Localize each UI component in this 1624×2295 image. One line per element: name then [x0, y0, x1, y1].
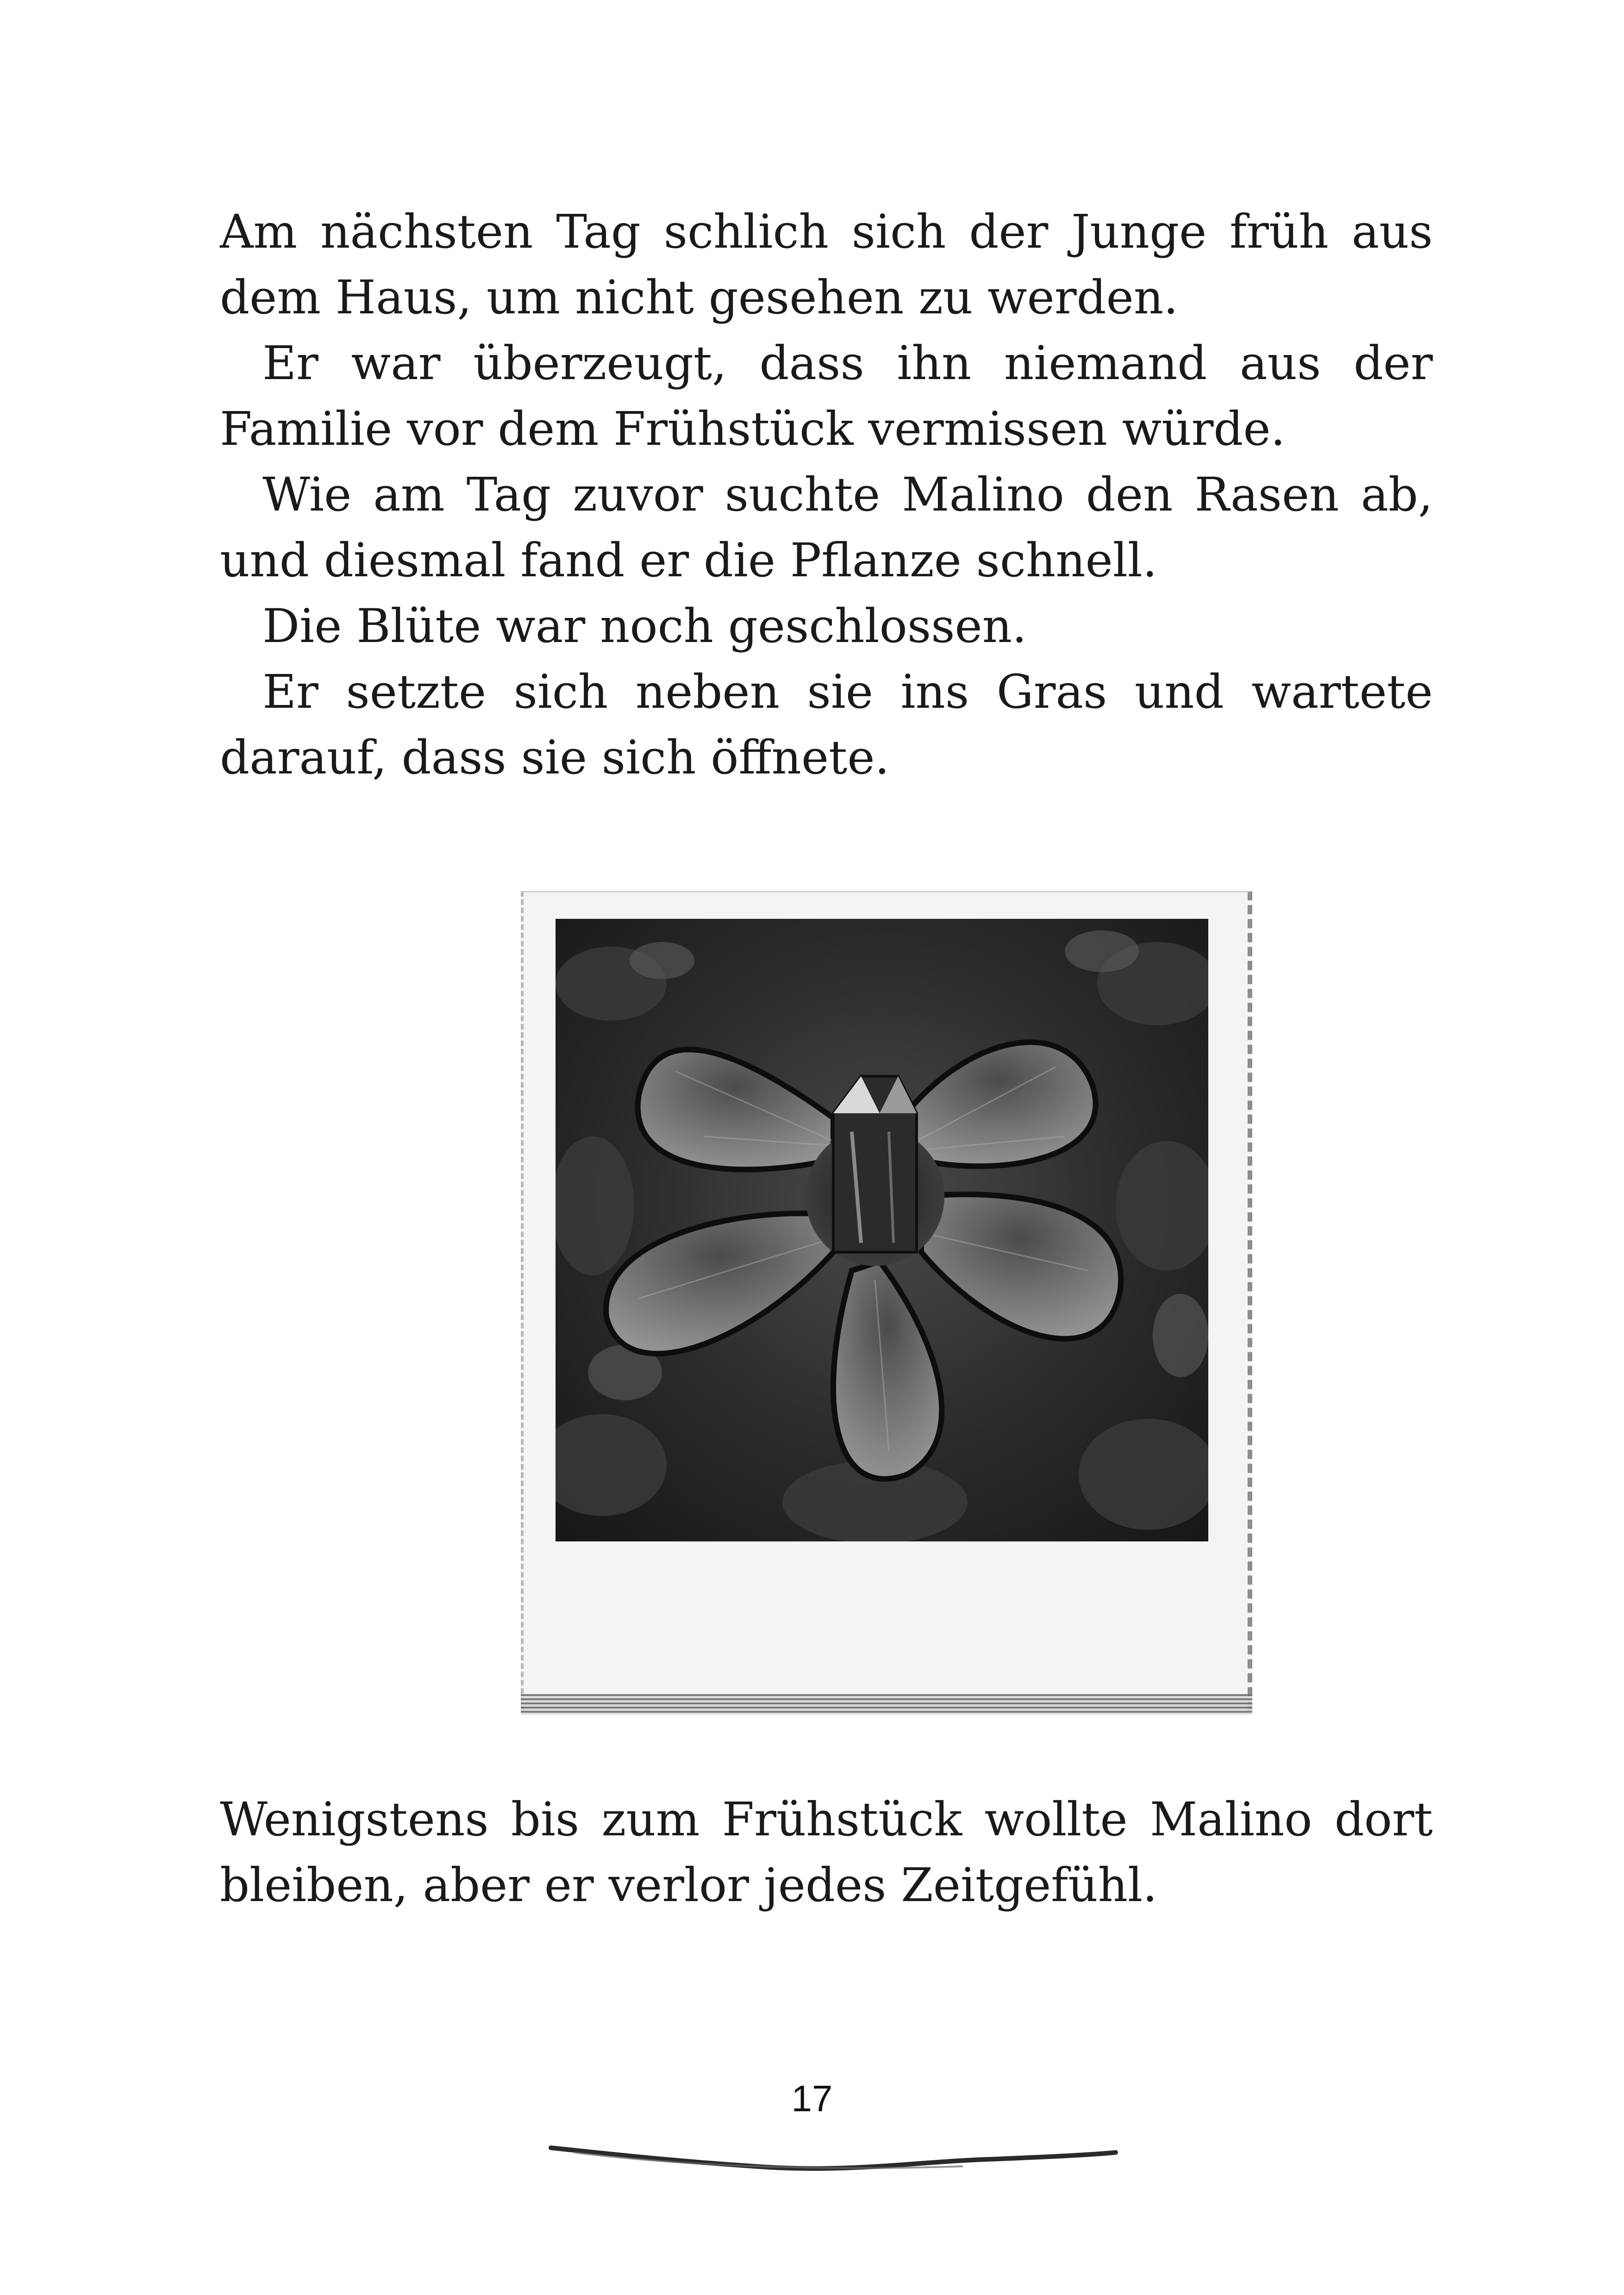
paragraph: Er setzte sich neben sie ins Gras und wartete darauf, dass sie sich öffnete. [220, 665, 1433, 785]
paragraph: Die Blüte war noch geschlossen. [262, 599, 1027, 653]
paragraph: Wie am Tag zuvor suchte Malino den Rasen ab, und diesmal fand er die Pflanze schnell. [220, 468, 1433, 587]
page-number: 17 [791, 2078, 833, 2119]
brush-stroke-decoration [546, 2134, 1120, 2176]
paragraph: Er war überzeugt, dass ihn niemand aus der Familie vor dem Frühstück vermissen würde. [220, 336, 1433, 456]
polaroid-bottom-edge [521, 1694, 1252, 1715]
paragraph: Am nächsten Tag schlich sich der Junge früh aus dem Haus, um nicht gesehen zu werden. [220, 205, 1433, 324]
flower-illustration [556, 919, 1208, 1541]
story-text-top [220, 199, 1433, 791]
paragraph: Wenigstens bis zum Frühstück wollte Malino dort bleiben, aber er verlor jedes Zeitgefühl. [220, 1792, 1433, 1912]
story-text-bottom [220, 1787, 1433, 1918]
flower-photo [556, 919, 1208, 1541]
